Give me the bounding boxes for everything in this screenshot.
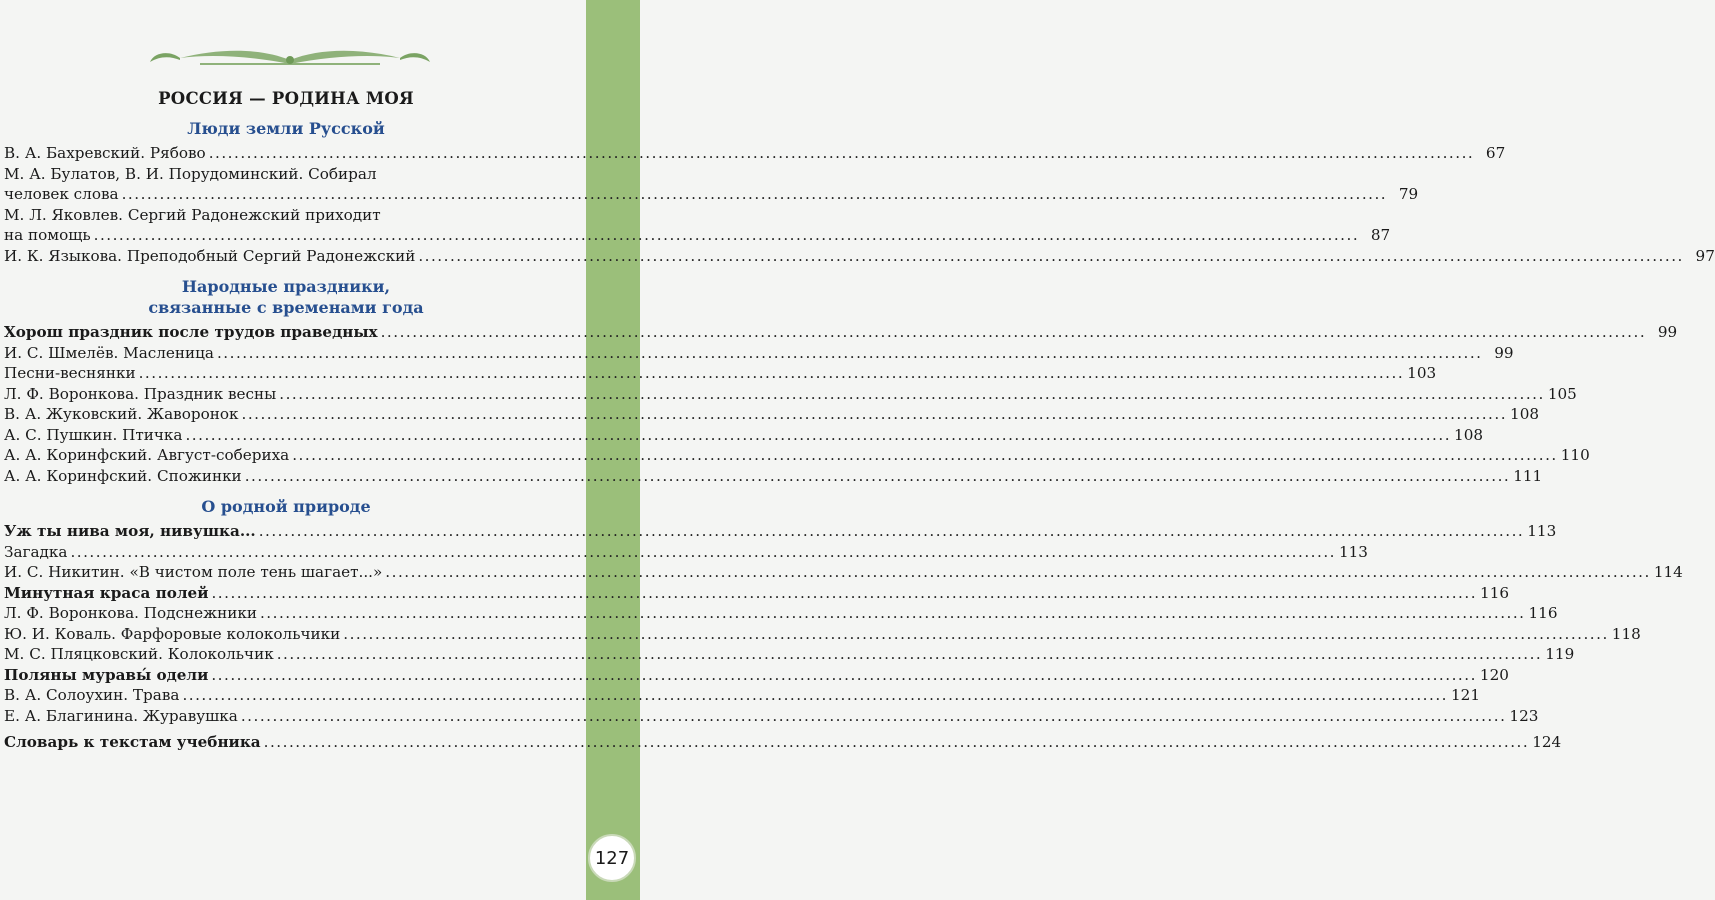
dot-leader: ........................................................................................................................................................................................................ bbox=[121, 185, 1388, 203]
toc-entry-first-line: М. А. Булатов, В. И. Порудоминский. Собирал bbox=[4, 164, 377, 183]
dot-leader: ........................................................................................................................................................................................................ bbox=[138, 364, 1405, 382]
dot-leader: ........................................................................................................................................................................................................ bbox=[276, 645, 1543, 663]
toc-entry[interactable] bbox=[4, 322, 1678, 343]
dot-leader: ........................................................................................................................................................................................................ bbox=[279, 384, 1545, 403]
toc-entry-page: 110 bbox=[1560, 446, 1590, 464]
toc-entry-row bbox=[4, 732, 1562, 753]
dot-leader: ........................................................................................................................................................................................................ bbox=[380, 323, 1647, 341]
toc-entry-title: В. А. Жуковский. Жаворонок bbox=[4, 405, 239, 423]
toc-entry-title: человек слова bbox=[4, 185, 119, 203]
section-title-line: Народные праздники, bbox=[181, 277, 391, 296]
toc-entry-page: 119 bbox=[1545, 645, 1575, 663]
toc-entry-page: 105 bbox=[1547, 384, 1577, 403]
toc-entry[interactable] bbox=[4, 164, 1419, 205]
toc-entry-page: 108 bbox=[1510, 405, 1540, 423]
toc-entry-title: Ю. И. Коваль. Фарфоровые колокольчики bbox=[4, 624, 341, 643]
dot-leader: ........................................................................................................................................................................................................ bbox=[244, 466, 1511, 485]
toc-entry[interactable] bbox=[4, 363, 1437, 384]
toc-entry-first-line: М. Л. Яковлев. Сергий Радонежский приходит bbox=[4, 205, 381, 224]
toc-entry-row bbox=[4, 425, 1484, 446]
toc-entry[interactable] bbox=[4, 445, 1590, 466]
toc-entry-page: 120 bbox=[1479, 665, 1509, 684]
toc-entry-page: 108 bbox=[1454, 425, 1484, 444]
section-title bbox=[4, 118, 568, 139]
toc-entry-page: 118 bbox=[1611, 624, 1641, 643]
toc-entry-page: 124 bbox=[1532, 733, 1562, 751]
toc-entry-title: А. А. Коринфский. Спожинки bbox=[4, 466, 242, 485]
toc-entry-title: И. С. Шмелёв. Масленица bbox=[4, 343, 214, 362]
toc-entry-title: Хорош праздник после трудов праведных bbox=[4, 323, 378, 341]
toc-entry[interactable] bbox=[4, 246, 1715, 267]
toc-entry-title: А. С. Пушкин. Птичка bbox=[4, 425, 183, 444]
toc-entry-title: Песни-веснянки bbox=[4, 364, 136, 382]
toc-entry-title: на помощь bbox=[4, 226, 91, 244]
toc-entry-page: 113 bbox=[1338, 542, 1368, 561]
toc-entry-page: 97 bbox=[1695, 246, 1715, 265]
dot-leader: ........................................................................................................................................................................................................ bbox=[259, 604, 1526, 622]
dot-leader: ........................................................................................................................................................................................................ bbox=[182, 686, 1448, 704]
toc-entry-title: Минутная краса полей bbox=[4, 583, 209, 602]
toc-entry-page: 121 bbox=[1451, 686, 1480, 704]
section-title bbox=[4, 276, 568, 318]
toc-entry-row bbox=[4, 665, 1509, 686]
toc-entry[interactable] bbox=[4, 542, 1368, 563]
toc-entry-row bbox=[4, 466, 1543, 487]
toc-entry-row bbox=[4, 184, 1419, 205]
header-ornament bbox=[140, 42, 440, 76]
toc-entry-title: Поляны муравы́ одели bbox=[4, 665, 209, 684]
toc-entry-row bbox=[4, 603, 1558, 624]
dot-leader: ........................................................................................................................................................................................................ bbox=[216, 343, 1483, 362]
dot-leader: ........................................................................................................................................................................................................ bbox=[343, 624, 1609, 643]
dot-leader: ........................................................................................................................................................................................................ bbox=[93, 226, 1360, 244]
toc-entry-row bbox=[4, 685, 1480, 706]
toc-entry-title: А. А. Коринфский. Август-собериха bbox=[4, 446, 290, 464]
toc-entry[interactable] bbox=[4, 343, 1514, 364]
toc-entry[interactable] bbox=[4, 143, 1506, 164]
dot-leader: ........................................................................................................................................................................................................ bbox=[211, 665, 1477, 684]
dot-leader: ........................................................................................................................................................................................................ bbox=[208, 144, 1475, 162]
dot-leader: ........................................................................................................................................................................................................ bbox=[418, 246, 1684, 265]
toc-entry-row bbox=[4, 706, 1539, 727]
toc-entry-title: Словарь к текстам учебника bbox=[4, 733, 261, 751]
toc-entry-row bbox=[4, 542, 1368, 563]
toc-entry-title: И. К. Языкова. Преподобный Сергий Радонежский bbox=[4, 246, 416, 265]
toc-entry[interactable] bbox=[4, 425, 1484, 446]
toc-entry-title: Уж ты нива моя, нивушка... bbox=[4, 522, 256, 540]
toc-entry-row bbox=[4, 521, 1557, 542]
toc-entry-page: 87 bbox=[1370, 226, 1391, 244]
part-title: РОССИЯ — РОДИНА МОЯ bbox=[158, 89, 414, 108]
toc-entry[interactable] bbox=[4, 466, 1543, 487]
toc-entry-page: 99 bbox=[1657, 323, 1678, 341]
toc-entry-row bbox=[4, 322, 1678, 343]
section-title-line: О родной природе bbox=[201, 497, 371, 516]
toc-entry[interactable] bbox=[4, 521, 1557, 542]
toc-entry-page: 114 bbox=[1653, 563, 1683, 581]
toc-entry-row bbox=[4, 384, 1577, 405]
toc-entry-title: В. А. Бахревский. Рябово bbox=[4, 144, 206, 162]
section-title-line: связанные с временами года bbox=[148, 298, 424, 317]
toc-entry-page: 103 bbox=[1407, 364, 1437, 382]
dot-leader: ........................................................................................................................................................................................................ bbox=[258, 522, 1525, 540]
toc-entry-row bbox=[4, 445, 1590, 466]
toc-entry-page: 67 bbox=[1485, 144, 1506, 162]
toc-entry-row bbox=[4, 363, 1437, 384]
toc-entry-row bbox=[4, 624, 1641, 645]
toc-entry[interactable] bbox=[4, 685, 1480, 706]
toc-entry-row bbox=[4, 583, 1510, 604]
toc-sections bbox=[4, 118, 1715, 726]
toc-entry-page: 116 bbox=[1528, 604, 1558, 622]
toc-entry[interactable] bbox=[4, 665, 1509, 686]
dot-leader: ........................................................................................................................................................................................................ bbox=[240, 706, 1507, 725]
toc-entry[interactable] bbox=[4, 706, 1539, 727]
table-of-contents bbox=[4, 86, 1715, 753]
dot-leader: ........................................................................................................................................................................................................ bbox=[70, 542, 1336, 561]
toc-entry-title: Л. Ф. Воронкова. Подснежники bbox=[4, 604, 257, 622]
toc-entry-row bbox=[4, 404, 1540, 425]
toc-entry[interactable] bbox=[4, 644, 1575, 665]
dot-leader: ........................................................................................................................................................................................................ bbox=[263, 733, 1530, 751]
toc-entry-page: 79 bbox=[1398, 185, 1419, 203]
dictionary-entry-wrap bbox=[4, 732, 1562, 753]
toc-entry-row bbox=[4, 143, 1506, 164]
toc-entry-page: 99 bbox=[1494, 343, 1514, 362]
toc-entry-page: 113 bbox=[1527, 522, 1557, 540]
toc-entry-title: И. С. Никитин. «В чистом поле тень шагает...» bbox=[4, 563, 383, 581]
page-number: 127 bbox=[588, 834, 636, 882]
toc-entry-row bbox=[4, 246, 1715, 267]
toc-entry-row bbox=[4, 562, 1683, 583]
toc-entry-title: М. С. Пляцковский. Колокольчик bbox=[4, 645, 274, 663]
dot-leader: ........................................................................................................................................................................................................ bbox=[292, 446, 1558, 464]
section-title bbox=[4, 496, 568, 517]
toc-entry-title: Загадка bbox=[4, 542, 68, 561]
toc-entry[interactable] bbox=[4, 205, 1391, 246]
toc-entry-title: Е. А. Благинина. Журавушка bbox=[4, 706, 238, 725]
toc-entry-page: 116 bbox=[1480, 583, 1510, 602]
toc-entry-title: Л. Ф. Воронкова. Праздник весны bbox=[4, 384, 277, 403]
toc-entry-title: В. А. Солоухин. Трава bbox=[4, 686, 180, 704]
toc-entry-row bbox=[4, 225, 1391, 246]
toc-entry-page: 123 bbox=[1509, 706, 1539, 725]
dot-leader: ........................................................................................................................................................................................................ bbox=[211, 583, 1478, 602]
dot-leader: ........................................................................................................................................................................................................ bbox=[185, 425, 1452, 444]
toc-entry-page: 111 bbox=[1513, 466, 1543, 485]
toc-entry[interactable] bbox=[4, 603, 1558, 624]
section-title-line: Люди земли Русской bbox=[187, 119, 385, 138]
toc-entry[interactable] bbox=[4, 732, 1562, 753]
toc-entry-row bbox=[4, 644, 1575, 665]
dot-leader: ........................................................................................................................................................................................................ bbox=[385, 563, 1651, 581]
toc-entry[interactable] bbox=[4, 624, 1641, 645]
toc-entry[interactable] bbox=[4, 404, 1540, 425]
toc-entry-row bbox=[4, 343, 1514, 364]
dot-leader: ........................................................................................................................................................................................................ bbox=[241, 405, 1508, 423]
toc-entry[interactable] bbox=[4, 583, 1510, 604]
toc-entry[interactable] bbox=[4, 384, 1577, 405]
toc-entry[interactable] bbox=[4, 562, 1683, 583]
